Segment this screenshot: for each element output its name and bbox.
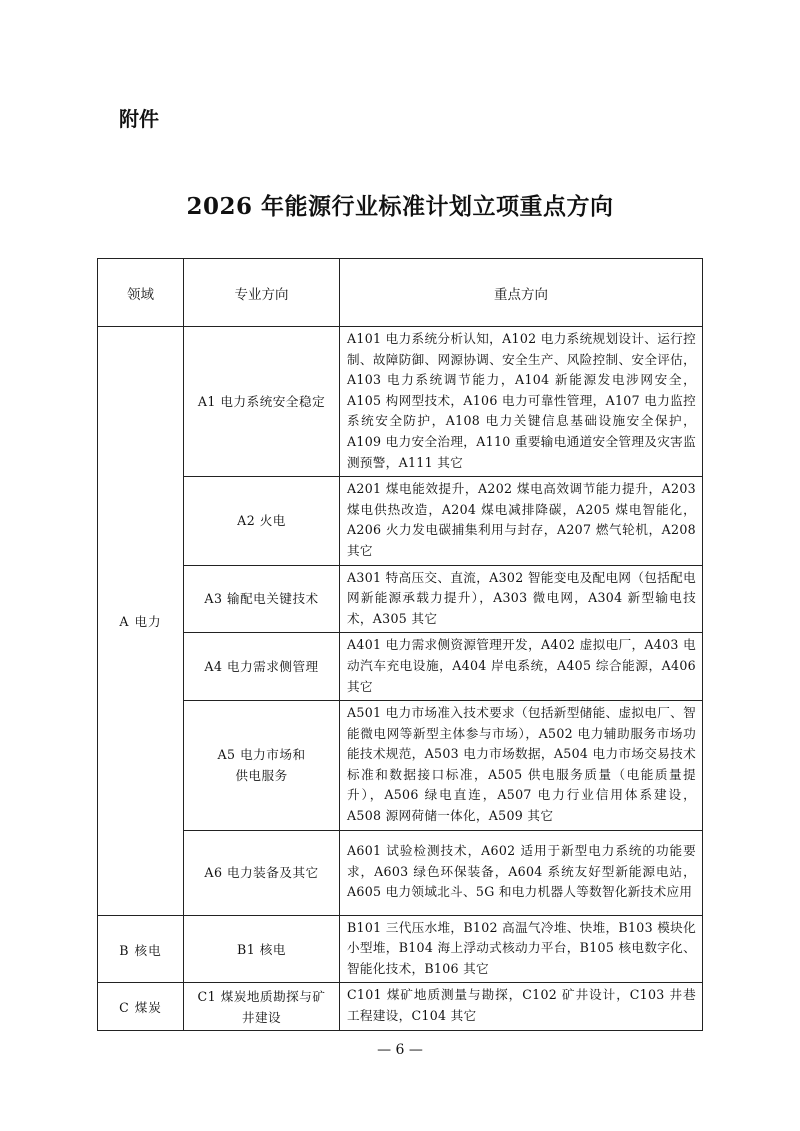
- focus-cell: A501 电力市场准入技术要求（包括新型储能、虚拟电厂、智能微电网等新型主体参与市场），A502 电力辅助服务市场功能技术规范，A503 电力市场数据，A504 电力市场交易技术标准和数据接口标准，A505 供电服务质量（电能质量提升），A506 绿电直连，A507 电力行业信用体系建设，A508 源网荷储一体化，A509 其它: [340, 701, 703, 831]
- direction-label: A4 电力需求侧管理: [204, 659, 319, 675]
- page-number: — 6 —: [377, 1042, 423, 1058]
- direction-cell: [184, 477, 340, 565]
- table-row: [98, 915, 703, 983]
- focus-cell: A401 电力需求侧资源管理开发，A402 虚拟电厂，A403 电动汽车充电设施，A404 岸电系统，A405 综合能源，A406 其它: [340, 633, 703, 701]
- focus-cell: A301 特高压交、直流，A302 智能变电及配电网（包括配电网新能源承载力提升），A303 微电网，A304 新型输电技术，A305 其它: [340, 565, 703, 633]
- table-row: [98, 633, 703, 701]
- direction-cell: [184, 983, 340, 1030]
- direction-cell: [184, 327, 340, 477]
- focus-cell: A101 电力系统分析认知，A102 电力系统规划设计、运行控制、故障防御、网源协调、安全生产、风险控制、安全评估，A103 电力系统调节能力，A104 新能源发电涉网安全，A105 构网型技术，A106 电力可靠性管理，A107 电力监控系统安全防护，A108 电力关键信息基础设施安全保护，A109 电力安全治理，A110 重要输电通道安全管理及灾害监测预警，A111 其它: [340, 327, 703, 477]
- table-row: [98, 830, 703, 915]
- column-header-domain: 领域: [98, 259, 184, 327]
- attachment-label: 附件: [119, 107, 159, 131]
- direction-label: A2 火电: [237, 513, 286, 529]
- table-row: [98, 477, 703, 565]
- direction-cell: [184, 915, 340, 983]
- domain-cell: B 核电: [98, 915, 184, 983]
- direction-label: A6 电力装备及其它: [204, 865, 319, 881]
- column-header-direction: 专业方向: [184, 259, 340, 327]
- standards-plan-table: [97, 258, 703, 1031]
- focus-cell: C101 煤矿地质测量与勘探，C102 矿井设计，C103 井巷工程建设，C104 其它: [340, 983, 703, 1030]
- direction-label: A5 电力市场和 供电服务: [217, 747, 306, 784]
- table-row: [98, 983, 703, 1030]
- domain-cell: C 煤炭: [98, 983, 184, 1030]
- focus-cell: A601 试验检测技术，A602 适用于新型电力系统的功能要求，A603 绿色环保装备，A604 系统友好型新能源电站，A605 电力领域北斗、5G 和电力机器人等数智化新技术应用: [340, 830, 703, 915]
- table-row: [98, 327, 703, 477]
- direction-label: A1 电力系统安全稳定: [197, 394, 326, 410]
- direction-label: C1 煤炭地质勘探与矿 井建设: [197, 988, 326, 1025]
- focus-cell: A201 煤电能效提升，A202 煤电高效调节能力提升，A203 煤电供热改造，A204 煤电减排降碳，A205 煤电智能化，A206 火力发电碳捕集利用与封存，A207 燃气轮机，A208 其它: [340, 477, 703, 565]
- direction-cell: [184, 633, 340, 701]
- direction-cell: [184, 701, 340, 831]
- document-title: 2026 年能源行业标准计划立项重点方向: [186, 193, 614, 220]
- table-header-row: [98, 259, 703, 327]
- direction-label: A3 输配电关键技术: [204, 591, 319, 607]
- direction-cell: [184, 565, 340, 633]
- direction-label: B1 核电: [237, 941, 286, 957]
- focus-cell: B101 三代压水堆，B102 高温气冷堆、快堆，B103 模块化小型堆，B104 海上浮动式核动力平台，B105 核电数字化、智能化技术，B106 其它: [340, 915, 703, 983]
- table-row: [98, 565, 703, 633]
- column-header-focus: 重点方向: [340, 259, 703, 327]
- table-row: [98, 701, 703, 831]
- domain-cell: A 电力: [98, 327, 184, 916]
- direction-cell: [184, 830, 340, 915]
